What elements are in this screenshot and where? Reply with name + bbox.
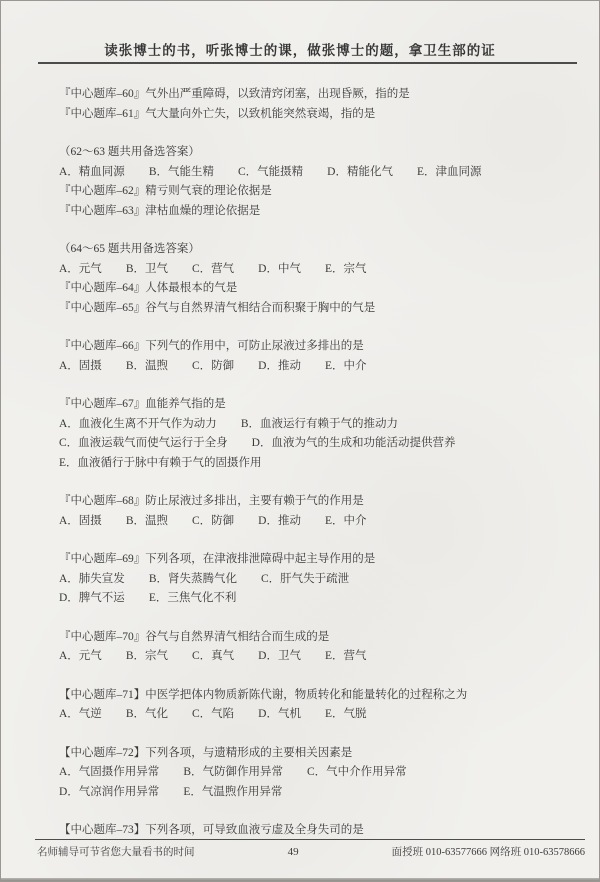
question-line: 【中心题库–71】中医学把体内物质新陈代谢，物质转化和能量转化的过程称之为 <box>59 688 468 701</box>
option-item: C．防御 <box>191 359 235 372</box>
option-item: C．气陷 <box>191 708 235 720</box>
option-item: C．营气 <box>191 262 235 275</box>
footer-rule <box>35 839 585 840</box>
question-group <box>59 821 571 841</box>
question-group <box>59 395 571 473</box>
option-item: D．推动 <box>258 514 301 527</box>
options-line <box>59 763 571 783</box>
option-item: E．津血同源 <box>416 165 482 178</box>
question-line: 『中心题库–64』人体最根本的气是 <box>59 282 238 294</box>
options-line <box>59 783 571 803</box>
option-item: E．三焦气化不利 <box>148 592 237 604</box>
option-item: A．精血同源 <box>59 165 125 178</box>
option-item: B．血液运行有赖于气的推动力 <box>240 417 398 430</box>
question-line: 『中心题库–68』防止尿液过多排出，主要有赖于气的作用是 <box>59 495 364 507</box>
question-group <box>59 337 571 376</box>
question-group <box>59 240 571 318</box>
option-item: B．卫气 <box>125 262 168 275</box>
question-group <box>59 85 571 124</box>
question-group <box>59 143 571 221</box>
question-line: 『中心题库–62』精亏则气衰的理论依据是 <box>59 185 272 197</box>
option-item: E．宗气 <box>324 262 367 275</box>
options-line <box>59 260 571 280</box>
option-item: B．温煦 <box>125 359 168 372</box>
option-item: E．中介 <box>324 514 367 527</box>
question-group <box>59 550 571 609</box>
option-item: A．血液化生离不开气作为动力 <box>59 417 217 430</box>
question-line: 【中心题库–72】下列各项，与遗精形成的主要相关因素是 <box>59 746 353 759</box>
question-group <box>59 744 571 803</box>
option-item: E．血液循行于脉中有赖于气的固摄作用 <box>59 456 262 469</box>
option-item: D．推动 <box>258 359 301 372</box>
page-footer <box>37 844 585 859</box>
options-line <box>59 647 571 667</box>
option-item: E．气脱 <box>324 708 367 720</box>
page-number: 49 <box>287 846 299 858</box>
question-line: 【中心题库–73】下列各项，可导致血液亏虚及全身失司的是 <box>59 824 364 836</box>
options-line <box>59 454 571 474</box>
option-item: B．气化 <box>125 708 168 720</box>
option-item: C．血液运载气而使气运行于全身 <box>59 437 228 449</box>
question-group <box>59 628 571 667</box>
option-item: A．固摄 <box>59 514 102 527</box>
question-line: 『中心题库–60』气外出严重障碍，以致清窍闭塞，出现昏厥，指的是 <box>59 88 410 100</box>
question-group <box>59 686 571 725</box>
option-item: E．气温煦作用异常 <box>183 785 283 798</box>
option-item: E．营气 <box>324 650 367 662</box>
option-item: B．气能生精 <box>148 165 214 178</box>
option-item: C．气能摄精 <box>237 165 304 178</box>
header-rule <box>38 62 577 64</box>
options-line <box>59 415 571 435</box>
question-line: 『中心题库–70』谷气与自然界清气相结合而生成的是 <box>59 630 330 643</box>
answer-set-header: （62～63 题共用备选答案） <box>59 146 200 158</box>
question-line: 『中心题库–65』谷气与自然界清气相结合而积聚于胸中的气是 <box>59 301 376 314</box>
question-line: 『中心题库–66』下列气的作用中，可防止尿液过多排出的是 <box>59 340 364 352</box>
option-item: A．肺失宣发 <box>59 572 125 585</box>
option-item: E．中介 <box>324 359 367 372</box>
option-item: C．真气 <box>191 650 235 662</box>
option-item: D．脾气不运 <box>59 592 125 604</box>
option-item: B．肾失蒸腾气化 <box>148 572 237 585</box>
option-item: A．固摄 <box>59 359 102 372</box>
question-line: 『中心题库–69』下列各项，在津液排泄障碍中起主导作用的是 <box>59 553 376 565</box>
option-item: A．元气 <box>59 262 102 275</box>
option-item: C．气中介作用异常 <box>306 766 407 778</box>
option-item: A．元气 <box>59 650 102 662</box>
options-line <box>59 434 571 454</box>
option-item: D．中气 <box>258 262 301 275</box>
options-line <box>59 589 571 609</box>
option-item: B．气防御作用异常 <box>183 766 283 778</box>
options-line <box>59 512 571 532</box>
footer-left-text: 名师辅导可节省您大量看书的时间 <box>37 847 195 858</box>
option-item: C．防御 <box>191 514 235 527</box>
option-item: D．气机 <box>258 708 301 720</box>
header-slogan: 读张博士的书，听张博士的课，做张博士的题，拿卫生部的证 <box>104 43 496 58</box>
options-line <box>59 570 571 590</box>
option-item: D．精能化气 <box>327 165 393 178</box>
document-body <box>59 85 571 860</box>
footer-contact-text: 面授班 010-63577666 网络班 010-63578666 <box>391 847 585 858</box>
option-item: A．气逆 <box>59 708 102 720</box>
scan-bottom-edge <box>1 878 599 881</box>
options-line <box>59 163 571 183</box>
answer-set-header: （64～65 题共用备选答案） <box>59 243 200 255</box>
option-item: D．气凉润作用异常 <box>59 785 160 798</box>
options-line <box>59 357 571 377</box>
question-line: 『中心题库–67』血能养气指的是 <box>59 398 226 410</box>
option-item: C．肝气失于疏泄 <box>260 572 350 585</box>
option-item: B．温煦 <box>125 514 168 527</box>
options-line <box>59 705 571 725</box>
option-item: A．气固摄作用异常 <box>59 766 160 778</box>
question-line: 『中心题库–61』气大量向外亡失，以致机能突然衰竭，指的是 <box>59 107 376 120</box>
option-item: D．卫气 <box>258 650 301 662</box>
question-group <box>59 492 571 531</box>
option-item: D．血液为气的生成和功能活动提供营养 <box>251 437 456 449</box>
option-item: B．宗气 <box>125 650 168 662</box>
question-line: 『中心题库–63』津枯血燥的理论依据是 <box>59 204 261 217</box>
